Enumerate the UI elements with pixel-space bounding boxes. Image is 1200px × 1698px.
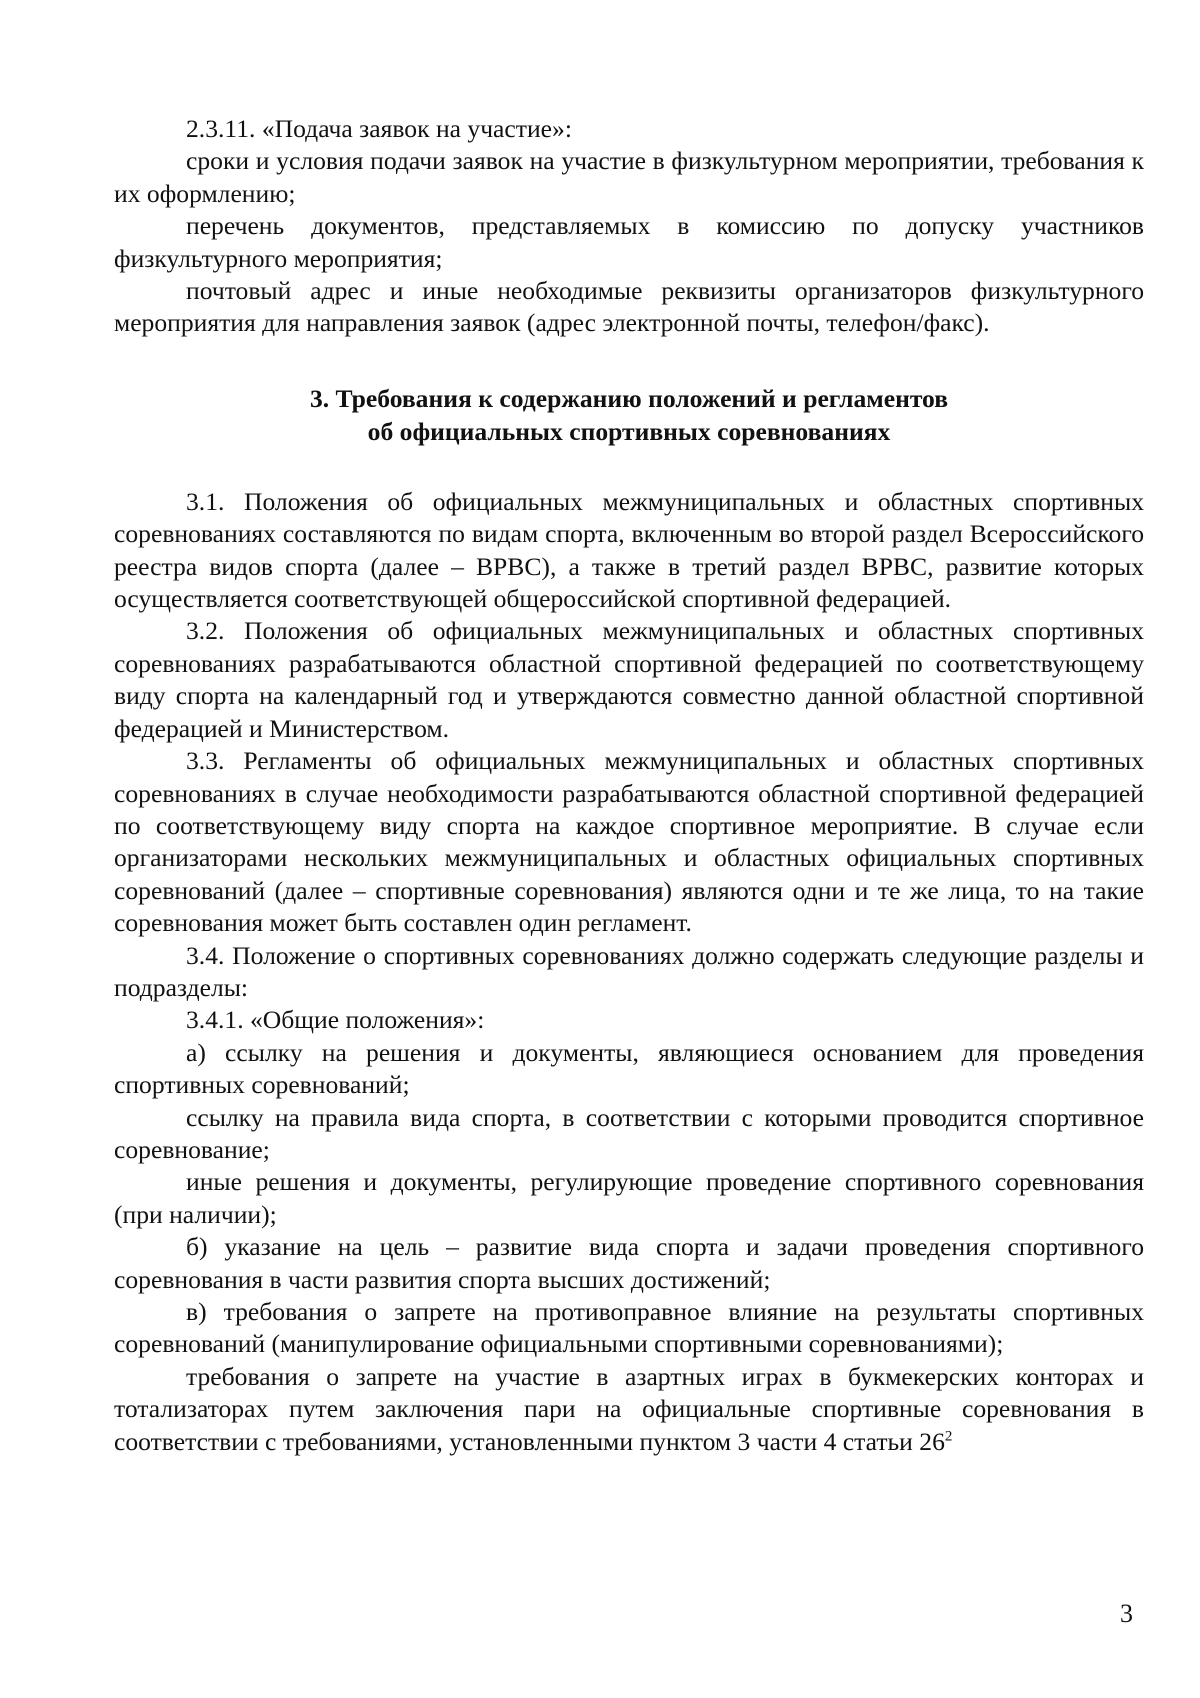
paragraph-postal-address: почтовый адрес и иные необходимые реквизиты организаторов физкультурного мероприятия для направления заявок (адрес электронной почты, телефон/факс). [114,276,1144,338]
paragraph-other-decisions: иные решения и документы, регулирующие проведение спортивного соревнования (при наличии); [114,1167,1144,1229]
section-3-heading-line-1: 3. Требования к содержанию положений и регламентов [309,383,949,413]
paragraph-item-a: а) ссылку на решения и документы, являющиеся основанием для проведения спортивных соревнований; [114,1037,1144,1100]
paragraph-3-4-1: 3.4.1. «Общие положения»: [186,1005,485,1035]
paragraph-gambling-ban [114,1361,1144,1458]
paragraph-3-3: 3.3. Регламенты об официальных межмуниципальных и областных спортивных соревнованиях в случае необходимости разрабатываются областной спортивной федерацией по соответствующему виду спорта на каждое спортивное мероприятие. В случае если организаторами нескольких межмуниципальных и областных официальных спортивных соревнований (далее – спортивные соревнования) являются одни и те же лица, то на такие соревнования может быть составлен один регламент. [114,746,1144,938]
page-number: 3 [1120,1599,1133,1628]
paragraph-3-1: 3.1. Положения об официальных межмуниципальных и областных спортивных соревнованиях составляются по видам спорта, включенным во второй раздел Всероссийского реестра видов спорта (далее – ВРВС), а также в третий раздел ВРВС, развитие которых осуществляется соответствующей общероссийской спортивной федерацией. [114,486,1144,614]
article-superscript: 2 [944,1428,953,1445]
paragraph-item-v: в) требования о запрете на противоправное влияние на результаты спортивных соревнований (манипулирование официальными спортивными соревнованиями); [114,1297,1144,1359]
paragraph-item-b: б) указание на цель – развитие вида спорта и задачи проведения спортивного соревнования в части развития спорта высших достижений; [114,1232,1144,1294]
paragraph-3-2: 3.2. Положения об официальных межмуниципальных и областных спортивных соревнованиях разрабатываются областной спортивной федерацией по соответствующему виду спорта на календарный год и утверждаются совместно данной областной спортивной федерацией и Министерством. [114,616,1144,743]
paragraph-3-4: 3.4. Положение о спортивных соревнованиях должно содержать следующие разделы и подразделы: [114,940,1144,1002]
section-3-heading-line-2: об официальных спортивных соревнованиях [367,416,891,446]
paragraph-documents-list: перечень документов, представляемых в комиссию по допуску участников физкультурного мероприятия; [114,211,1144,273]
document-page [114,113,1144,1458]
section-3-heading [114,382,1144,448]
paragraph-2-3-11: 2.3.11. «Подача заявок на участие»: [186,114,572,143]
paragraph-deadlines: сроки и условия подачи заявок на участие в физкультурном мероприятии, требования к их оформлению; [114,146,1144,208]
paragraph-rules-reference: ссылку на правила вида спорта, в соответствии с которыми проводится спортивное соревнование; [114,1102,1144,1164]
paragraph-gambling-ban-text: требования о запрете на участие в азартных играх в букмекерских конторах и тотализаторах путем заключения пари на официальные спортивные соревнования в соответствии с требованиями, установленными пунктом 3 части 4 статьи 26 [114,1361,1144,1456]
